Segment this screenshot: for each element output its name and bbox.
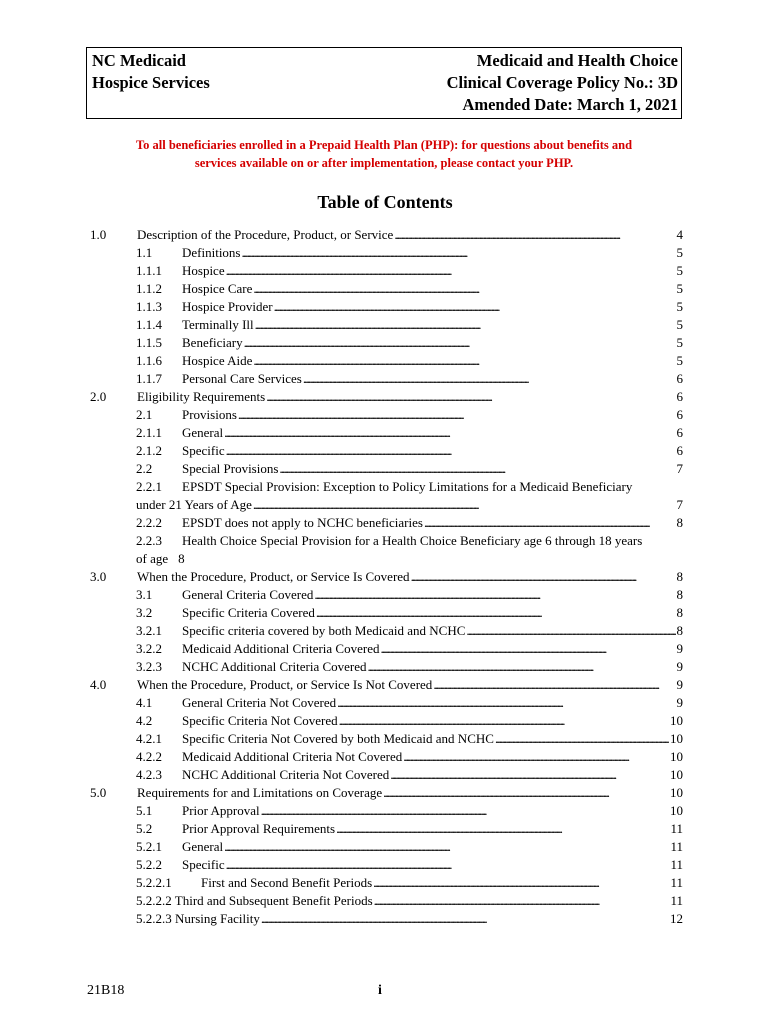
toc-entry-title: First and Second Benefit Periods <box>201 875 373 890</box>
toc-entry[interactable] <box>0 244 770 262</box>
toc-page-number: 11 <box>670 857 683 872</box>
toc-dot-leader <box>390 766 669 784</box>
toc-dot-leader <box>368 658 676 676</box>
toc-entry-title: Eligibility Requirements <box>137 389 266 404</box>
toc-page-number: 10 <box>670 713 683 728</box>
toc-entry[interactable] <box>0 370 770 388</box>
toc-entry[interactable] <box>0 316 770 334</box>
header-right <box>447 50 678 116</box>
toc-entry-number: 2.1.1 <box>136 425 162 440</box>
toc-dot-leader <box>316 604 676 622</box>
program-name: NC Medicaid <box>92 51 186 70</box>
header-left <box>92 50 210 94</box>
toc-entry[interactable] <box>0 496 770 514</box>
toc-dot-leader <box>374 892 670 910</box>
toc-entry-title: Medicaid Additional Criteria Not Covered <box>182 749 403 764</box>
toc-dot-leader <box>411 568 676 586</box>
toc-page-number: 5 <box>676 299 683 314</box>
toc-entry-title: Definitions <box>182 245 241 260</box>
toc-page-number: 10 <box>670 749 683 764</box>
toc-entry-number: 4.2 <box>136 713 153 728</box>
toc-entry[interactable] <box>0 460 770 478</box>
toc-dot-leader <box>226 262 676 280</box>
toc-entry[interactable] <box>0 442 770 460</box>
toc-page-number: 9 <box>676 695 683 710</box>
toc-entry-title: General Criteria Covered <box>182 587 314 602</box>
toc-entry[interactable] <box>0 838 770 856</box>
toc-entry[interactable] <box>0 406 770 424</box>
toc-page-number: 4 <box>676 227 683 242</box>
toc-page-number: 7 <box>676 497 683 512</box>
toc-entry-title: Specific <box>182 443 225 458</box>
toc-page-number: 5 <box>676 335 683 350</box>
toc-entry-title: Specific criteria covered by both Medicaid and NCHC <box>182 623 466 638</box>
toc-entry-title: Hospice Provider <box>182 299 273 314</box>
policy-number: Clinical Coverage Policy No.: 3D <box>446 73 678 92</box>
toc-entry[interactable] <box>0 280 770 298</box>
service-name: Hospice Services <box>92 73 210 92</box>
toc-entry-number: 5.1 <box>136 803 153 818</box>
toc-dot-leader <box>274 298 676 316</box>
toc-entry-number: 3.1 <box>136 587 153 602</box>
toc-entry[interactable] <box>0 226 770 244</box>
toc-entry-title: Hospice Care <box>182 281 253 296</box>
toc-dot-leader <box>226 856 670 874</box>
toc-entry-title: Specific Criteria Not Covered by both Medicaid and NCHC <box>182 731 494 746</box>
amended-date: Amended Date: March 1, 2021 <box>462 95 678 114</box>
toc-entry-number: 5.2.2.1 <box>136 875 172 890</box>
toc-entry[interactable] <box>0 856 770 874</box>
toc-entry-number: 1.1.3 <box>136 299 162 314</box>
toc-entry-title: Prior Approval Requirements <box>182 821 336 836</box>
php-notice-line: services available on or after implementation, please contact your PHP. <box>194 156 574 170</box>
toc-dot-leader <box>253 352 675 370</box>
toc-page-number: 9 <box>676 677 683 692</box>
toc-page-number: 10 <box>670 803 683 818</box>
toc-entry-title: EPSDT Special Provision: Exception to Policy Limitations for a Medicaid Beneficiary <box>182 479 633 494</box>
toc-entry-title: NCHC Additional Criteria Not Covered <box>182 767 390 782</box>
toc-dot-leader <box>339 712 669 730</box>
program-title: Medicaid and Health Choice <box>476 51 678 70</box>
toc-entry[interactable] <box>0 586 770 604</box>
toc-entry-title: Personal Care Services <box>182 371 302 386</box>
toc-page-number: 11 <box>670 839 683 854</box>
toc-dot-leader <box>255 316 676 334</box>
toc-entry-number: 3.2.3 <box>136 659 162 674</box>
toc-entry-title: of age <box>136 551 169 566</box>
toc-page-number: 6 <box>676 389 683 404</box>
toc-dot-leader <box>242 244 676 262</box>
toc-entry-number: 2.2 <box>136 461 153 476</box>
toc-dot-leader <box>314 586 675 604</box>
toc-entry[interactable] <box>0 352 770 370</box>
toc-entry[interactable] <box>0 298 770 316</box>
toc-dot-leader <box>466 622 675 640</box>
toc-entry-title: Beneficiary <box>182 335 243 350</box>
toc-entry-title: Health Choice Special Provision for a Health Choice Beneficiary age 6 through 18 years <box>182 533 643 548</box>
toc-entry[interactable] <box>0 784 770 802</box>
php-notice <box>86 136 682 172</box>
toc-dot-leader <box>238 406 676 424</box>
toc-entry-number: 2.2.1 <box>136 479 162 494</box>
toc-dot-leader <box>261 802 669 820</box>
toc-entry[interactable] <box>0 478 770 496</box>
toc-page-number: 8 <box>676 515 683 530</box>
toc-entry-number: 2.2.3 <box>136 533 162 548</box>
toc-page-number: 6 <box>676 407 683 422</box>
toc-entry[interactable] <box>0 766 770 784</box>
toc-entry-title: 5.2.2.2 Third and Subsequent Benefit Periods <box>136 893 373 908</box>
toc-entry[interactable] <box>0 748 770 766</box>
toc-page-number: 8 <box>676 623 683 638</box>
toc-entry[interactable] <box>0 802 770 820</box>
document-header <box>86 47 682 119</box>
toc-dot-leader <box>336 820 669 838</box>
toc-entry-number: 1.1 <box>136 245 153 260</box>
toc-page-number: 5 <box>676 353 683 368</box>
toc-entry[interactable] <box>0 334 770 352</box>
toc-entry-number: 4.1 <box>136 695 153 710</box>
toc-entry-number: 1.1.6 <box>136 353 162 368</box>
toc-page-number: 9 <box>676 641 683 656</box>
toc-entry-number: 2.2.2 <box>136 515 162 530</box>
toc-page-number: 11 <box>670 821 683 836</box>
toc-page-number: 10 <box>670 767 683 782</box>
toc-dot-leader <box>383 784 669 802</box>
toc-entry[interactable] <box>0 730 770 748</box>
toc-entry[interactable] <box>0 694 770 712</box>
toc-entry-number: 3.2.1 <box>136 623 162 638</box>
toc-entry[interactable] <box>0 568 770 586</box>
toc-entry-number: 4.2.1 <box>136 731 162 746</box>
toc-entry[interactable] <box>0 262 770 280</box>
toc-dot-leader <box>244 334 676 352</box>
toc-page-number: 5 <box>676 281 683 296</box>
toc-page-number: 8 <box>178 551 185 566</box>
toc-entry-number: 1.1.4 <box>136 317 162 332</box>
toc-page-number: 9 <box>676 659 683 674</box>
toc-dot-leader <box>433 676 675 694</box>
toc-entry-title: Specific <box>182 857 225 872</box>
toc-dot-leader <box>337 694 675 712</box>
toc-entry[interactable] <box>0 550 770 568</box>
toc-page-number: 5 <box>676 263 683 278</box>
toc-dot-leader <box>266 388 675 406</box>
toc-page-number: 5 <box>676 245 683 260</box>
toc-page-number: 7 <box>676 461 683 476</box>
toc-entry[interactable] <box>0 424 770 442</box>
toc-section-number: 1.0 <box>90 227 107 242</box>
toc-entry-title: Requirements for and Limitations on Coverage <box>137 785 383 800</box>
toc-section-number: 2.0 <box>90 389 107 404</box>
toc-section-number: 3.0 <box>90 569 107 584</box>
toc-entry-title: Prior Approval <box>182 803 260 818</box>
toc-page-number: 10 <box>670 731 683 746</box>
toc-dot-leader <box>224 838 669 856</box>
toc-page-number: 11 <box>670 875 683 890</box>
toc-dot-leader <box>373 874 669 892</box>
toc-page-number: 8 <box>676 569 683 584</box>
toc-entry-title: Provisions <box>182 407 237 422</box>
toc-entry-title: Specific Criteria Covered <box>182 605 315 620</box>
toc-entry-title: Terminally Ill <box>182 317 254 332</box>
toc-page-number: 8 <box>676 605 683 620</box>
toc-entry-number: 1.1.5 <box>136 335 162 350</box>
toc-entry-title: Medicaid Additional Criteria Covered <box>182 641 380 656</box>
toc-entry-title: EPSDT does not apply to NCHC beneficiaries <box>182 515 423 530</box>
toc-entry-title: 5.2.2.3 Nursing Facility <box>136 911 260 926</box>
toc-entry[interactable] <box>0 658 770 676</box>
toc-entry-number: 5.2.2 <box>136 857 162 872</box>
toc-entry[interactable] <box>0 874 770 892</box>
toc-entry[interactable] <box>0 820 770 838</box>
toc-dot-leader <box>380 640 675 658</box>
toc-dot-leader <box>261 910 669 928</box>
toc-page-number: 11 <box>670 893 683 908</box>
toc-dot-leader <box>253 280 675 298</box>
toc-dot-leader <box>224 424 675 442</box>
toc-entry[interactable] <box>0 910 770 928</box>
toc-entry-title: under 21 Years of Age <box>136 497 252 512</box>
toc-page-number: 5 <box>676 317 683 332</box>
toc-dot-leader <box>226 442 676 460</box>
toc-entry-number: 5.2.1 <box>136 839 162 854</box>
toc-entry[interactable] <box>0 604 770 622</box>
toc-entry[interactable] <box>0 676 770 694</box>
toc-dot-leader <box>495 730 669 748</box>
toc-entry[interactable] <box>0 622 770 640</box>
footer-code: 21B18 <box>87 983 125 998</box>
toc-dot-leader <box>394 226 675 244</box>
toc-entry-number: 2.1 <box>136 407 153 422</box>
toc-entry[interactable] <box>0 712 770 730</box>
toc-page-number: 12 <box>670 911 683 926</box>
toc-entry-number: 3.2.2 <box>136 641 162 656</box>
toc-entry-number: 4.2.2 <box>136 749 162 764</box>
toc-entry-title: When the Procedure, Product, or Service Is Not Covered <box>137 677 433 692</box>
toc-page-number: 6 <box>676 425 683 440</box>
php-notice-line: To all beneficiaries enrolled in a Prepaid Health Plan (PHP): for questions about benefits and <box>135 138 633 152</box>
toc-entry-title: Hospice Aide <box>182 353 253 368</box>
toc-entry-title: General <box>182 425 224 440</box>
toc-section-number: 5.0 <box>90 785 107 800</box>
toc-section-number: 4.0 <box>90 677 107 692</box>
toc-dot-leader <box>403 748 669 766</box>
toc-entry-number: 1.1.7 <box>136 371 162 386</box>
toc-entry[interactable] <box>0 388 770 406</box>
toc-entry-title: Description of the Procedure, Product, or Service <box>137 227 394 242</box>
toc-entry-title: NCHC Additional Criteria Covered <box>182 659 367 674</box>
toc-page-number: 8 <box>676 587 683 602</box>
toc-entry-number: 1.1.2 <box>136 281 162 296</box>
toc-dot-leader <box>303 370 676 388</box>
toc-dot-leader <box>253 496 676 514</box>
toc-title: Table of Contents <box>317 192 453 212</box>
toc-page-number: 6 <box>676 371 683 386</box>
toc-entry[interactable] <box>0 532 770 550</box>
toc-entry[interactable] <box>0 514 770 532</box>
toc-entry-title: Special Provisions <box>182 461 279 476</box>
toc-entry-title: Hospice <box>182 263 225 278</box>
toc-entry-number: 4.2.3 <box>136 767 162 782</box>
toc-page-number: 10 <box>670 785 683 800</box>
toc-entry-title: General <box>182 839 224 854</box>
footer-page-number: i <box>378 983 382 998</box>
toc-entry-number: 5.2 <box>136 821 153 836</box>
toc-dot-leader <box>424 514 676 532</box>
toc-entry[interactable] <box>0 640 770 658</box>
toc-entry-title: General Criteria Not Covered <box>182 695 337 710</box>
toc-dot-leader <box>279 460 675 478</box>
toc-entry-title: Specific Criteria Not Covered <box>182 713 338 728</box>
toc-page-number: 6 <box>676 443 683 458</box>
toc-entry-number: 2.1.2 <box>136 443 162 458</box>
toc-entry[interactable] <box>0 892 770 910</box>
toc-entry-number: 1.1.1 <box>136 263 162 278</box>
toc-entry-title: When the Procedure, Product, or Service Is Covered <box>137 569 410 584</box>
toc-entry-number: 3.2 <box>136 605 153 620</box>
